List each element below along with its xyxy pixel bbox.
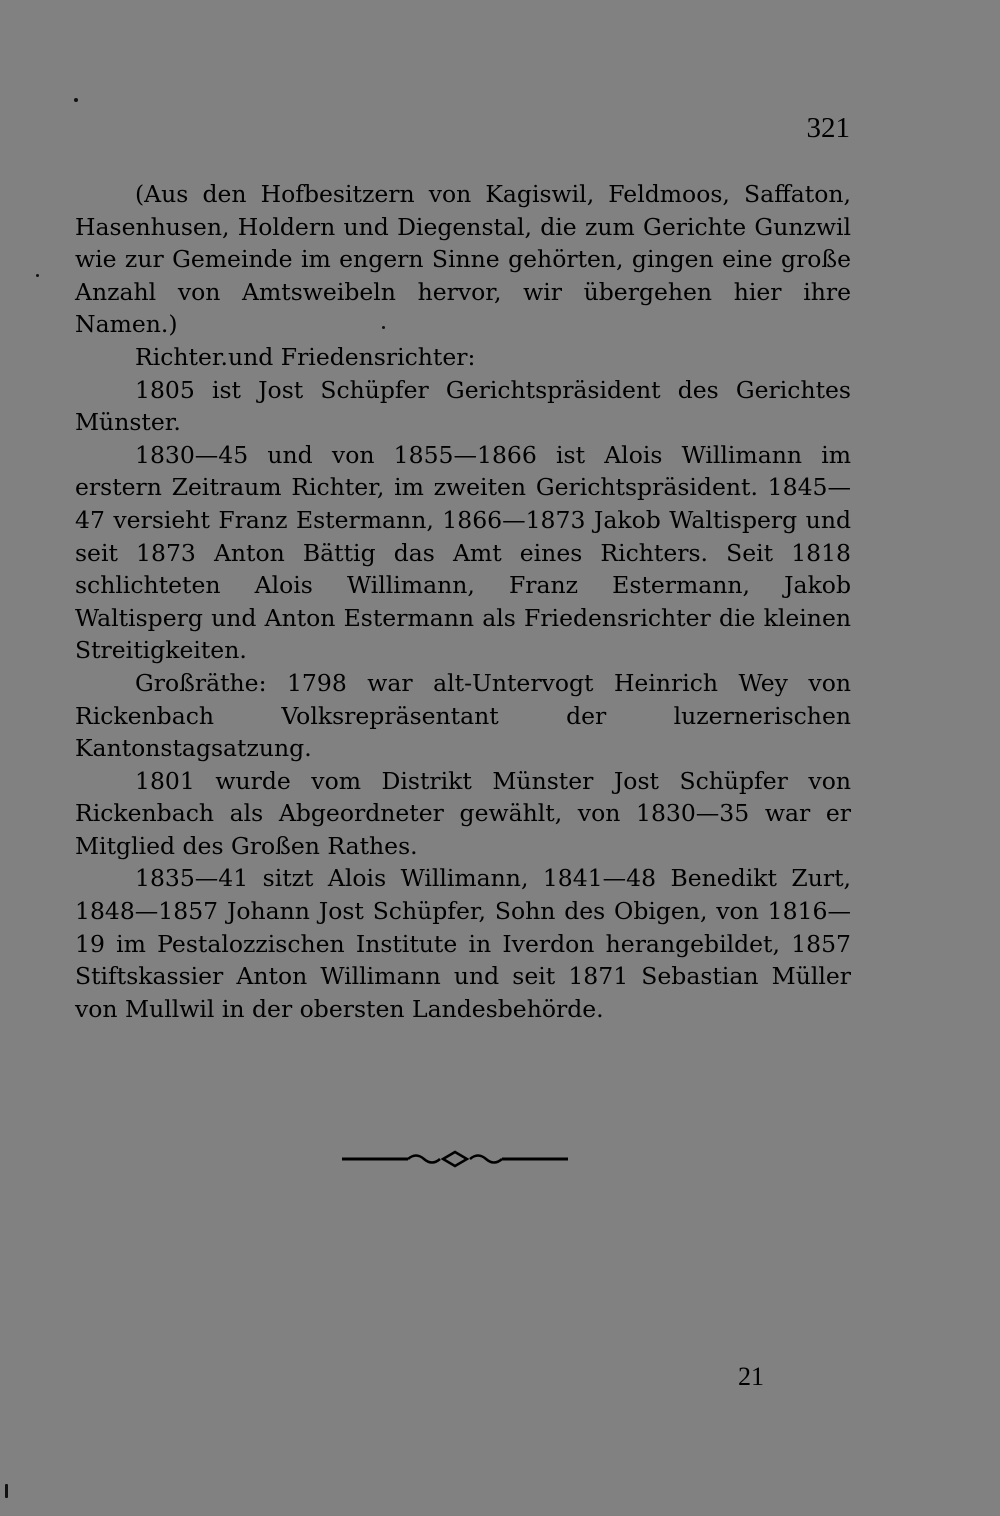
- ink-speck: [5, 1484, 8, 1498]
- body-text: [75, 178, 851, 1025]
- paragraph: 1830—45 und von 1855—1866 ist Alois Willimann im erstern Zeitraum Richter, im zweiten Gerichtspräsident. 1845—47 versieht Franz Estermann, 1866—1873 Jakob Waltisperg und seit 1873 Anton Bättig das Amt eines Richters. Seit 1818 schlichteten Alois Willimann, Franz Estermann, Jakob Waltisperg und Anton Estermann als Friedensrichter die kleinen Streitigkeiten.: [75, 440, 851, 665]
- ink-speck: [382, 326, 385, 329]
- signature-mark: 21: [738, 1362, 764, 1391]
- section-heading: Richter.und Friedensrichter:: [135, 342, 476, 371]
- page-number: 321: [806, 112, 850, 144]
- ornament-divider: [340, 1148, 570, 1170]
- ink-speck: [74, 98, 78, 102]
- paragraph: 1801 wurde vom Distrikt Münster Jost Schüpfer von Rickenbach als Abgeordneter gewählt, von 1830—35 war er Mitglied des Großen Rathes.: [75, 766, 851, 860]
- ink-speck: [36, 274, 39, 277]
- paragraph: 1835—41 sitzt Alois Willimann, 1841—48 Benedikt Zurt, 1848—1857 Johann Jost Schüpfer, Sohn des Obigen, von 1816—19 im Pestalozzischen Institute in Iverdon herangebildet, 1857 Stiftskassier Anton Willimann und seit 1871 Sebastian Müller von Mullwil in der obersten Landesbehörde.: [75, 864, 851, 1023]
- paragraph: (Aus den Hofbesitzern von Kagiswil, Feldmoos, Saffaton, Hasenhusen, Holdern und Diegenstal, die zum Gerichte Gunzwil wie zur Gemeinde im engern Sinne gehörten, gingen eine große Anzahl von Amtsweibeln hervor, wir übergehen hier ihre Namen.): [75, 180, 851, 339]
- paragraph: Großräthe: 1798 war alt-Untervogt Heinrich Wey von Rickenbach Volksrepräsentant der luzernerischen Kantonstagsatzung.: [75, 668, 851, 763]
- paragraph: 1805 ist Jost Schüpfer Gerichtspräsident des Gerichtes Münster.: [75, 375, 851, 437]
